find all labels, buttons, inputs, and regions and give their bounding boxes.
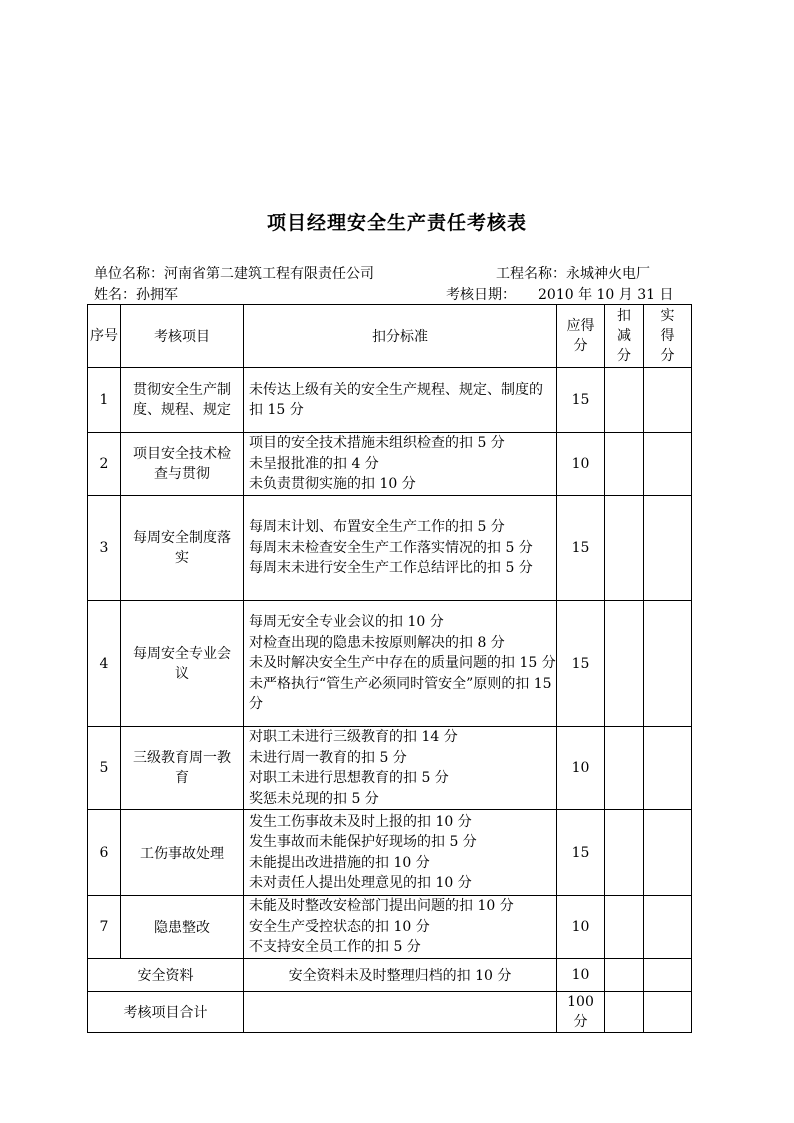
row-item: 贯彻安全生产制度、规程、规定 xyxy=(121,368,244,433)
row-deduct[interactable] xyxy=(605,601,644,727)
standard-line: 发生事故而未能保护好现场的扣 5 分 xyxy=(249,834,477,850)
standard-line: 每周末计划、布置安全生产工作的扣 5 分 xyxy=(249,519,505,536)
standard-line: 未进行周一教育的扣 5 分 xyxy=(249,749,407,766)
header-standard: 扣分标准 xyxy=(244,305,557,368)
document-title: 项目经理安全生产责任考核表 xyxy=(266,212,527,234)
project-field xyxy=(496,263,650,283)
row-deduct[interactable] xyxy=(605,810,644,896)
total-deduct[interactable] xyxy=(605,991,644,1032)
row-score: 15 xyxy=(557,601,605,727)
table-row xyxy=(88,368,692,433)
standard-line: 安全生产受控状态的扣 10 分 xyxy=(249,918,430,935)
total-actual[interactable] xyxy=(644,991,692,1032)
row-seq: 2 xyxy=(88,433,121,496)
date-label: 考核日期： xyxy=(446,287,516,303)
row-deduct[interactable] xyxy=(605,368,644,433)
row-score: 15 xyxy=(557,368,605,433)
name-field xyxy=(94,284,178,304)
row-seq: 1 xyxy=(88,368,121,433)
row-score: 10 xyxy=(557,896,605,959)
table-row xyxy=(88,496,692,601)
name-value: 孙拥军 xyxy=(136,287,178,303)
row-deduct[interactable] xyxy=(605,496,644,601)
name-label: 姓名： xyxy=(94,287,136,303)
standard-line: 未对责任人提出处理意见的扣 10 分 xyxy=(249,875,472,891)
header-deduct: 扣减分 xyxy=(605,305,644,368)
row-actual[interactable] xyxy=(644,727,692,810)
safety-docs-standard: 安全资料未及时整理归档的扣 10 分 xyxy=(244,958,557,991)
row-actual[interactable] xyxy=(644,896,692,959)
row-deduct[interactable] xyxy=(605,727,644,810)
safety-docs-deduct[interactable] xyxy=(605,958,644,991)
table-row xyxy=(88,810,692,896)
standard-line: 未传达上级有关的安全生产规程、规定、制度的扣 15 分 xyxy=(249,381,543,418)
standard-line: 对职工未进行三级教育的扣 14 分 xyxy=(249,729,458,745)
assessment-table xyxy=(87,304,692,1033)
row-score: 10 xyxy=(557,433,605,496)
row-item: 三级教育周一教育 xyxy=(121,727,244,810)
header-item: 考核项目 xyxy=(121,305,244,368)
row-actual[interactable] xyxy=(644,810,692,896)
row-item: 每周安全制度落实 xyxy=(121,496,244,601)
info-line-1 xyxy=(94,263,686,283)
row-deduct[interactable] xyxy=(605,896,644,959)
row-seq: 4 xyxy=(88,601,121,727)
row-standard xyxy=(244,368,557,433)
header-actual: 实得分 xyxy=(644,305,692,368)
unit-label: 单位名称： xyxy=(94,266,164,282)
standard-line: 对检查出现的隐患未按原则解决的扣 8 分 xyxy=(249,634,505,651)
total-row xyxy=(88,991,692,1032)
date-field xyxy=(446,284,674,304)
row-item: 每周安全专业会议 xyxy=(121,601,244,727)
standard-line: 未能及时整改安检部门提出问题的扣 10 分 xyxy=(249,898,514,914)
standard-line: 未能提出改进措施的扣 10 分 xyxy=(249,854,430,871)
standard-line: 未负责贯彻实施的扣 10 分 xyxy=(249,476,416,493)
total-item: 考核项目合计 xyxy=(88,991,244,1032)
total-standard xyxy=(244,991,557,1032)
row-seq: 6 xyxy=(88,810,121,896)
total-score: 100 分 xyxy=(557,991,605,1032)
table-row xyxy=(88,601,692,727)
standard-line: 对职工未进行思想教育的扣 5 分 xyxy=(249,770,449,786)
project-value: 永城神火电厂 xyxy=(566,266,650,282)
table-row xyxy=(88,896,692,959)
row-seq: 5 xyxy=(88,727,121,810)
row-standard xyxy=(244,727,557,810)
standard-line: 未及时解决安全生产中存在的质量问题的扣 15 分 xyxy=(249,655,556,672)
unit-value: 河南省第二建筑工程有限责任公司 xyxy=(164,266,374,282)
header-row xyxy=(88,305,692,368)
row-seq: 7 xyxy=(88,896,121,959)
table-row xyxy=(88,433,692,496)
safety-docs-item: 安全资料 xyxy=(88,958,244,991)
row-actual[interactable] xyxy=(644,433,692,496)
row-score: 10 xyxy=(557,727,605,810)
standard-line: 未严格执行“管生产必须同时管安全”原则的扣 15 分 xyxy=(249,675,552,713)
row-item: 项目安全技术检查与贯彻 xyxy=(121,433,244,496)
standard-line: 奖惩未兑现的扣 5 分 xyxy=(249,790,379,807)
row-seq: 3 xyxy=(88,496,121,601)
header-seq: 序号 xyxy=(88,305,121,368)
row-score: 15 xyxy=(557,496,605,601)
safety-docs-row xyxy=(88,958,692,991)
row-actual[interactable] xyxy=(644,601,692,727)
standard-line: 不支持安全员工作的扣 5 分 xyxy=(249,939,421,955)
row-standard xyxy=(244,896,557,959)
table-row xyxy=(88,727,692,810)
date-value: 2010 年 10 月 31 日 xyxy=(538,287,674,303)
standard-line: 每周末未检查安全生产工作落实情况的扣 5 分 xyxy=(249,539,533,556)
standard-line: 未呈报批准的扣 4 分 xyxy=(249,455,379,472)
row-standard xyxy=(244,433,557,496)
header-score: 应得分 xyxy=(557,305,605,368)
row-standard xyxy=(244,496,557,601)
unit-field xyxy=(94,263,374,283)
row-standard xyxy=(244,810,557,896)
project-label: 工程名称： xyxy=(496,266,566,282)
standard-line: 项目的安全技术措施未组织检查的扣 5 分 xyxy=(249,435,505,452)
row-actual[interactable] xyxy=(644,496,692,601)
standard-line: 发生工伤事故未及时上报的扣 10 分 xyxy=(249,813,472,830)
safety-docs-score: 10 xyxy=(557,958,605,991)
row-item: 隐患整改 xyxy=(121,896,244,959)
row-item: 工伤事故处理 xyxy=(121,810,244,896)
row-standard xyxy=(244,601,557,727)
info-line-2 xyxy=(94,284,686,304)
standard-line: 每周末未进行安全生产工作总结评比的扣 5 分 xyxy=(249,560,533,577)
standard-line: 每周无安全专业会议的扣 10 分 xyxy=(249,614,444,631)
row-score: 15 xyxy=(557,810,605,896)
row-deduct[interactable] xyxy=(605,433,644,496)
row-actual[interactable] xyxy=(644,368,692,433)
safety-docs-actual[interactable] xyxy=(644,958,692,991)
